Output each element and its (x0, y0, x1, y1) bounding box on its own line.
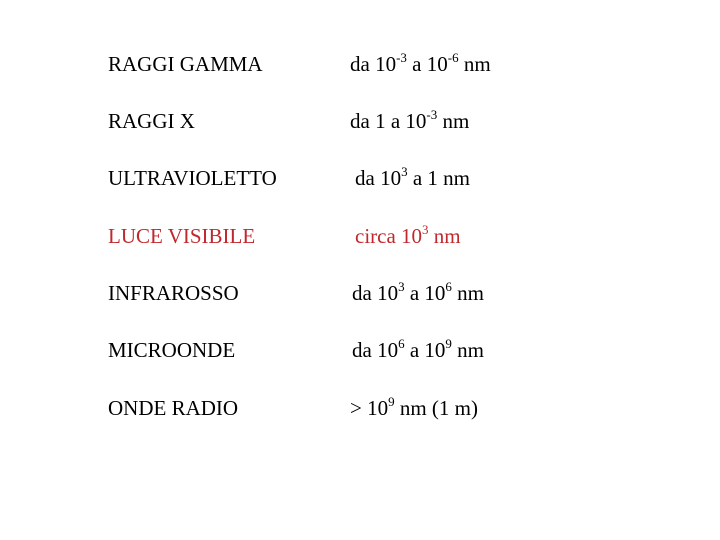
range-text: a 10 (404, 338, 446, 362)
range-text: da 1 a 10 (350, 109, 427, 133)
exponent: 6 (398, 336, 405, 351)
band-range (355, 216, 461, 256)
row-infrarosso (0, 273, 720, 313)
band-range (350, 101, 469, 141)
row-luce-visibile (0, 216, 720, 256)
exponent: 6 (445, 279, 452, 294)
range-text: da 10 (352, 338, 399, 362)
exponent: -3 (426, 107, 438, 122)
range-text: da 10 (350, 52, 397, 76)
band-name: ULTRAVIOLETTO (108, 166, 277, 190)
row-ultravioletto (0, 158, 720, 198)
range-text: nm (437, 109, 470, 133)
row-raggi-gamma (0, 44, 720, 84)
band-range (350, 44, 491, 84)
band-name: INFRAROSSO (108, 281, 239, 305)
band-name: ONDE RADIO (108, 396, 239, 420)
range-text: a 10 (406, 52, 448, 76)
band-range (352, 330, 484, 370)
exponent: 3 (422, 222, 429, 237)
band-name: RAGGI X (108, 109, 195, 133)
range-text: a 10 (404, 281, 446, 305)
exponent: 9 (388, 394, 395, 409)
range-text: nm (451, 338, 484, 362)
exponent: 3 (401, 164, 408, 179)
row-raggi-x (0, 101, 720, 141)
exponent: 3 (398, 279, 405, 294)
range-text: nm (451, 281, 484, 305)
range-text: > 10 (350, 396, 389, 420)
band-range (350, 388, 478, 428)
exponent: -3 (396, 50, 407, 65)
band-range (352, 273, 484, 313)
row-onde-radio (0, 388, 720, 428)
range-text: nm (428, 224, 461, 248)
range-text: a 1 nm (407, 166, 470, 190)
range-text: nm (458, 52, 491, 76)
range-text: circa 10 (355, 224, 423, 248)
row-microonde (0, 330, 720, 370)
band-name: MICROONDE (108, 338, 236, 362)
band-range (355, 158, 470, 198)
band-name: RAGGI GAMMA (108, 52, 263, 76)
exponent: -6 (447, 50, 459, 65)
range-text: da 10 (355, 166, 402, 190)
band-name: LUCE VISIBILE (108, 224, 256, 248)
range-text: nm (1 m) (394, 396, 478, 420)
range-text: da 10 (352, 281, 399, 305)
exponent: 9 (445, 336, 452, 351)
